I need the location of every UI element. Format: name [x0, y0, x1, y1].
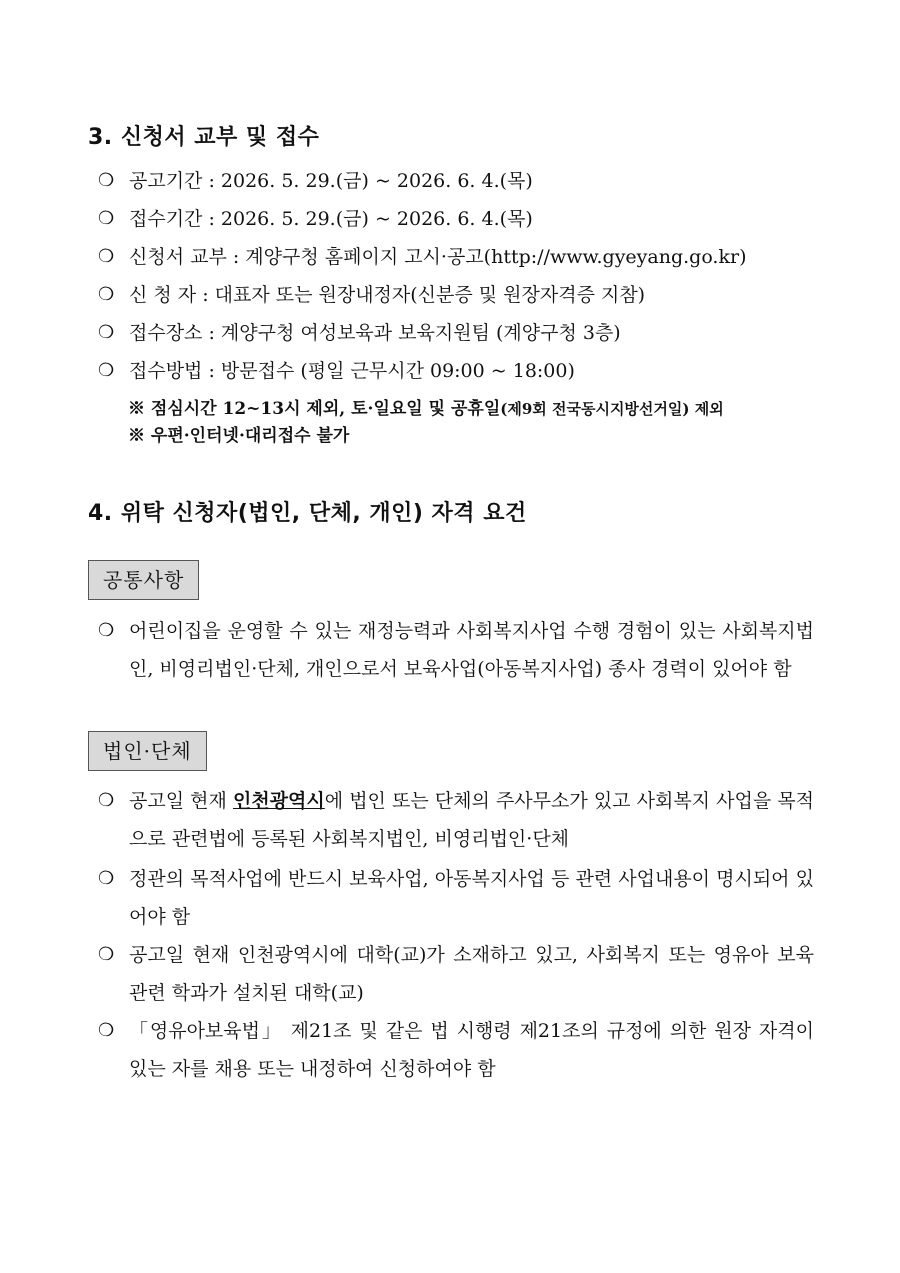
separator: :	[196, 284, 215, 306]
item-label: 접수방법	[129, 360, 203, 382]
item-label: 접수장소	[129, 322, 203, 344]
list-item	[98, 782, 814, 858]
section-3-title: 3. 신청서 교부 및 접수	[88, 125, 320, 150]
separator: :	[202, 170, 221, 192]
circle-bullet-icon: ❍	[98, 208, 115, 229]
corp-heading-box: 법인·단체	[88, 731, 207, 771]
note-text: ※ 점심시간 12~13시 제외, 토·일요일 및 공휴일	[128, 399, 501, 419]
circle-bullet-icon: ❍	[98, 360, 115, 381]
item-value: 2026. 5. 29.(금) ~ 2026. 6. 4.(목)	[220, 170, 533, 192]
circle-bullet-icon: ❍	[98, 246, 115, 267]
circle-bullet-icon: ❍	[98, 1020, 115, 1041]
item-text: 공고일 현재 인천광역시에 대학(교)가 소재하고 있고, 사회복지 또는 영유아 보육 관련 학과가 설치된 대학(교)	[129, 944, 814, 1004]
item-label: 공고기간	[129, 170, 203, 192]
section-4-title: 4. 위탁 신청자(법인, 단체, 개인) 자격 요건	[88, 501, 527, 526]
item-label: 신 청 자	[129, 284, 197, 306]
list-item	[98, 314, 814, 352]
item-text: 정관의 목적사업에 반드시 보육사업, 아동복지사업 등 관련 사업내용이 명시되어 있어야 함	[129, 868, 814, 928]
circle-bullet-icon: ❍	[98, 944, 115, 965]
common-heading-box: 공통사항	[88, 560, 199, 600]
item-value: 대표자 또는 원장내정자(신분증 및 원장자격증 지참)	[214, 284, 646, 306]
emphasis-incheon: 인천광역시	[232, 790, 325, 812]
circle-bullet-icon: ❍	[98, 868, 115, 889]
item-label: 신청서 교부	[129, 246, 227, 268]
item-label: 접수기간	[129, 208, 203, 230]
separator: :	[202, 360, 221, 382]
homepage-link[interactable]: 계양구청 홈페이지 고시·공고(http://www.gyeyang.go.kr)	[245, 246, 747, 268]
item-value: 계양구청 여성보육과 보육지원팀 (계양구청 3층)	[220, 322, 621, 344]
list-item	[98, 162, 814, 200]
list-item	[98, 860, 814, 936]
item-text: 어린이집을 운영할 수 있는 재정능력과 사회복지사업 수행 경험이 있는 사회복지법인, 비영리법인·단체, 개인으로서 보육사업(아동복지사업) 종사 경력이 있어야 함	[129, 620, 814, 680]
note-no-mail: ※ 우편·인터넷·대리접수 불가	[128, 426, 350, 446]
separator: :	[202, 208, 221, 230]
item-value: 방문접수 (평일 근무시간 09:00 ~ 18:00)	[220, 360, 575, 382]
circle-bullet-icon: ❍	[98, 620, 115, 641]
list-item	[98, 276, 814, 314]
list-item	[98, 1012, 814, 1088]
list-item	[98, 352, 814, 390]
list-item	[98, 612, 814, 688]
list-item	[98, 238, 814, 276]
list-item	[98, 936, 814, 1012]
separator: :	[202, 322, 221, 344]
item-text: 「영유아보육법」 제21조 및 같은 법 시행령 제21조의 규정에 의한 원장 자격이 있는 자를 채용 또는 내정하여 신청하여야 함	[129, 1020, 814, 1080]
circle-bullet-icon: ❍	[98, 284, 115, 305]
separator: :	[226, 246, 246, 268]
circle-bullet-icon: ❍	[98, 322, 115, 343]
note-lunch	[128, 397, 724, 421]
note-text-small: (제9회 전국동시지방선거일) 제외	[500, 400, 724, 418]
item-value: 2026. 5. 29.(금) ~ 2026. 6. 4.(목)	[220, 208, 533, 230]
circle-bullet-icon: ❍	[98, 170, 115, 191]
text-part: 공고일 현재	[129, 790, 233, 812]
list-item	[98, 200, 814, 238]
circle-bullet-icon: ❍	[98, 790, 115, 811]
text-part: 에 법인 또는 단체의 주사무소가 있고 사회복지 사업을 목적으로 관련법에 등록된 사회복지법인, 비영리법인·단체	[129, 790, 814, 850]
